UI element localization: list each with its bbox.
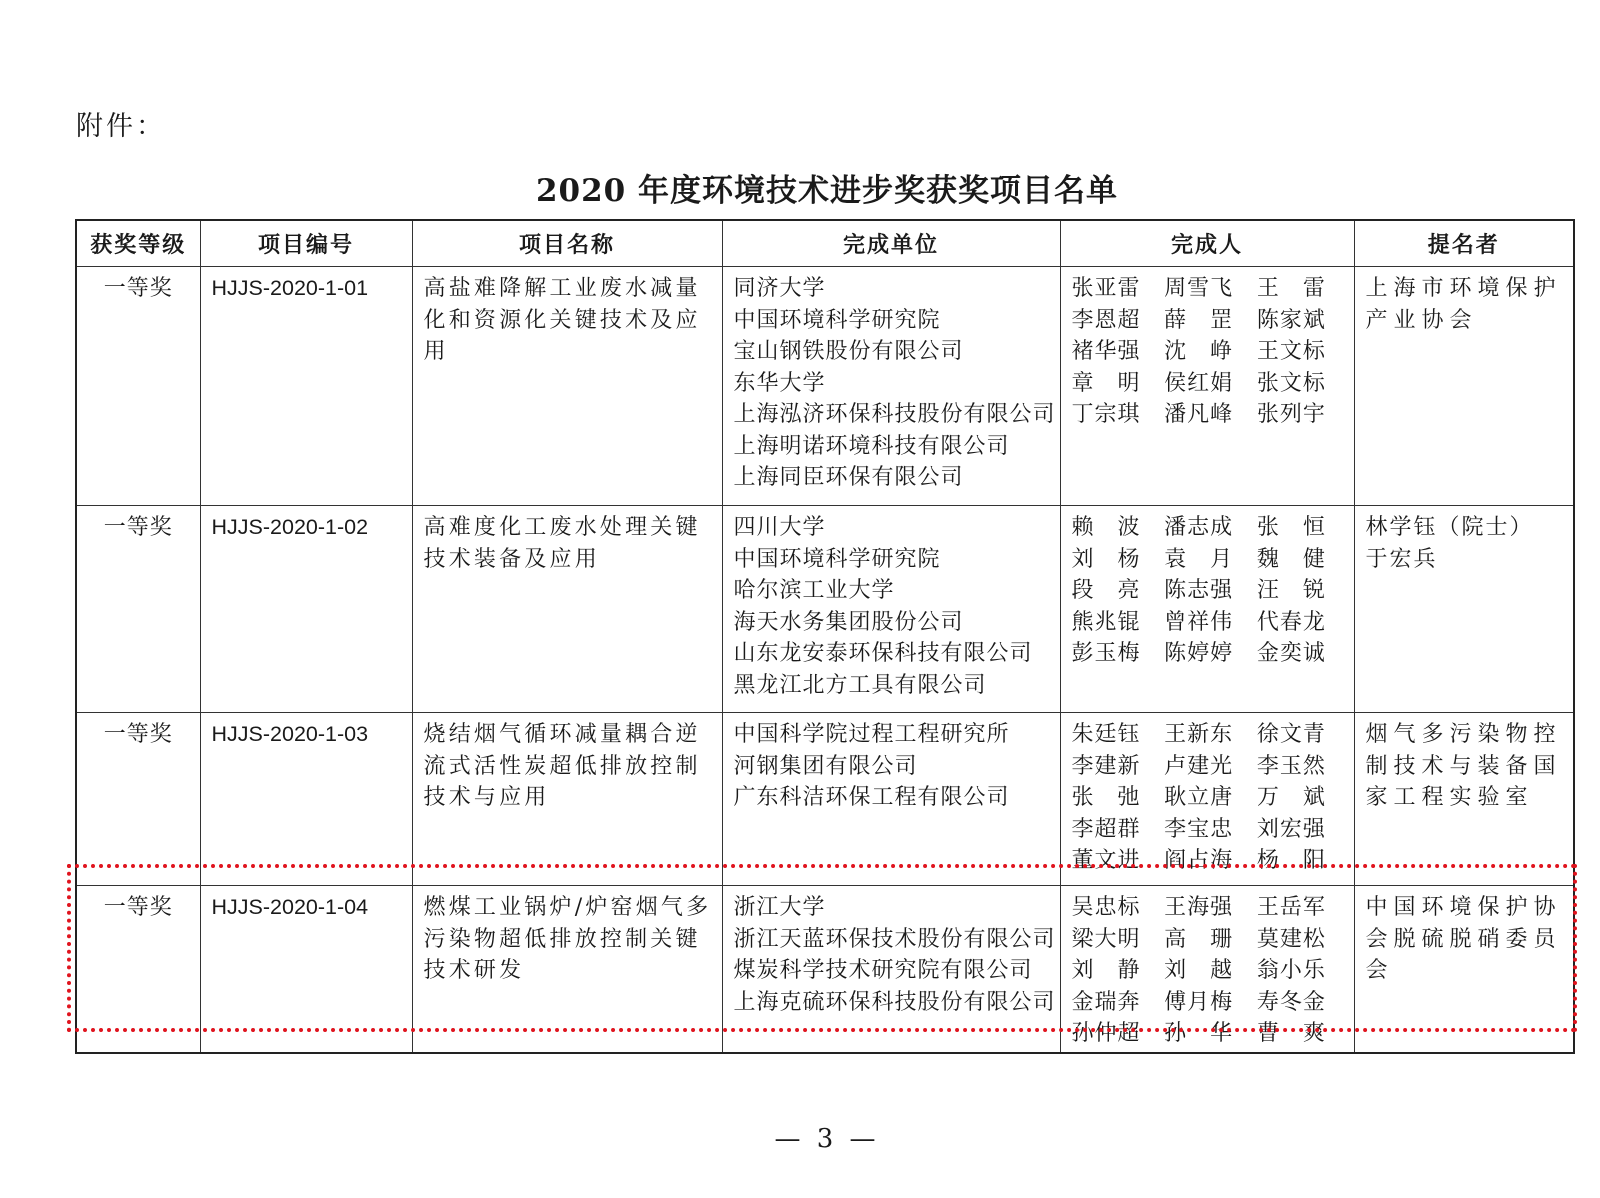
unit-line: 海天水务集团股份公司 [733, 609, 964, 635]
cell-persons [1060, 713, 1354, 886]
person-name: 金奕诚 [1256, 641, 1326, 666]
unit-line: 中国环境科学研究院 [733, 307, 941, 333]
cell-project-name: 烧结烟气循环减量耦合逆流式活性炭超低排放控制技术与应用 [412, 713, 722, 886]
person-name: 梁大明 [1071, 926, 1141, 952]
header-name: 项目名称 [412, 220, 722, 267]
unit-line: 中国科学院过程工程研究所 [733, 722, 1010, 747]
person-name: 曹 爽 [1256, 1021, 1326, 1046]
person-name: 朱廷钰 [1071, 722, 1141, 747]
header-persons: 完成人 [1060, 220, 1354, 267]
person-name: 陈家斌 [1256, 307, 1326, 333]
table-row [76, 886, 1574, 1054]
person-name: 曾祥伟 [1164, 609, 1234, 635]
unit-line: 浙江天蓝环保技术股份有限公司 [733, 926, 1056, 952]
unit-line: 浙江大学 [733, 895, 826, 920]
unit-line: 煤炭科学技术研究院有限公司 [733, 958, 1033, 983]
person-name: 袁 月 [1164, 546, 1234, 572]
attachment-label: 附件： [76, 111, 166, 142]
table-header-row [76, 220, 1574, 267]
person-name: 翁小乐 [1256, 958, 1326, 983]
person-line [1072, 719, 1350, 751]
table-row [76, 713, 1574, 886]
unit-line: 上海明诺环境科技有限公司 [733, 433, 1010, 459]
person-name: 薛 罡 [1164, 307, 1234, 333]
person-line [1072, 336, 1350, 368]
person-name: 寿冬金 [1256, 989, 1326, 1015]
person-name: 傅月梅 [1164, 989, 1234, 1015]
person-name: 董文进 [1071, 848, 1141, 873]
person-name: 李宝忠 [1164, 816, 1234, 842]
person-name: 丁宗琪 [1071, 402, 1141, 427]
document-title: 2020 年度环境技术进步奖获奖项目名单 [535, 173, 1119, 209]
person-line [1072, 368, 1350, 400]
person-name: 张 恒 [1256, 515, 1326, 540]
person-name: 李建新 [1071, 753, 1141, 779]
person-line [1072, 273, 1350, 305]
cell-level: 一等奖 [76, 267, 200, 506]
unit-line: 上海克硫环保科技股份有限公司 [733, 989, 1056, 1015]
unit-line: 黑龙江北方工具有限公司 [733, 672, 987, 698]
person-line [1072, 544, 1350, 576]
document-title-wrap [0, 165, 1600, 210]
person-name: 徐文青 [1256, 722, 1326, 747]
person-name: 卢建光 [1164, 753, 1234, 779]
person-line [1072, 607, 1350, 639]
person-line [1072, 845, 1350, 877]
cell-code: HJJS-2020-1-02 [200, 506, 412, 713]
cell-code: HJJS-2020-1-03 [200, 713, 412, 886]
unit-line: 上海泓济环保科技股份有限公司 [733, 402, 1056, 427]
unit-line: 哈尔滨工业大学 [733, 578, 895, 603]
person-name: 张文标 [1256, 370, 1326, 396]
person-name: 刘宏强 [1256, 816, 1326, 842]
unit-line: 山东龙安泰环保科技有限公司 [733, 641, 1033, 666]
person-name: 陈志强 [1164, 578, 1234, 603]
header-code: 项目编号 [200, 220, 412, 267]
person-line [1072, 575, 1350, 607]
unit-line: 上海同臣环保有限公司 [733, 465, 964, 490]
person-name: 代春龙 [1256, 609, 1326, 635]
person-name: 周雪飞 [1164, 276, 1234, 301]
cell-code: HJJS-2020-1-01 [200, 267, 412, 506]
person-name: 王岳军 [1256, 895, 1326, 920]
person-name: 孙 华 [1164, 1021, 1234, 1046]
person-name: 张亚雷 [1071, 276, 1141, 301]
person-name: 章 明 [1071, 370, 1141, 396]
person-line [1072, 924, 1350, 956]
cell-units [722, 506, 1060, 713]
cell-level: 一等奖 [76, 506, 200, 713]
unit-line: 河钢集团有限公司 [733, 753, 918, 779]
person-line [1072, 814, 1350, 846]
person-line [1072, 638, 1350, 670]
person-name: 潘凡峰 [1164, 402, 1234, 427]
person-name: 张列宇 [1256, 402, 1326, 427]
person-name: 杨 阳 [1256, 848, 1326, 873]
page-number-wrap [0, 1124, 1600, 1154]
person-line [1072, 512, 1350, 544]
person-name: 王 雷 [1256, 276, 1326, 301]
table-row [76, 506, 1574, 713]
award-table [75, 219, 1575, 1054]
cell-nominator: 林学钰（院士） 于宏兵 [1354, 506, 1574, 713]
person-name: 彭玉梅 [1071, 641, 1141, 666]
person-line [1072, 399, 1350, 431]
page-number: — 3 — [774, 1124, 880, 1154]
header-nominator: 提名者 [1354, 220, 1574, 267]
person-name: 陈婷婷 [1164, 641, 1234, 666]
unit-line: 东华大学 [733, 370, 826, 396]
person-line [1072, 987, 1350, 1019]
person-name: 王海强 [1164, 895, 1234, 920]
person-name: 褚华强 [1071, 339, 1141, 364]
person-name: 李恩超 [1071, 307, 1141, 333]
person-name: 金瑞奔 [1071, 989, 1141, 1015]
unit-line: 同济大学 [733, 276, 826, 301]
person-name: 李超群 [1071, 816, 1141, 842]
person-name: 阎占海 [1164, 848, 1234, 873]
cell-nominator: 中国环境保护协会脱硫脱硝委员会 [1354, 886, 1574, 1054]
person-name: 吴忠标 [1071, 895, 1141, 920]
person-name: 侯红娟 [1164, 370, 1234, 396]
person-line [1072, 782, 1350, 814]
person-line [1072, 305, 1350, 337]
cell-project-name: 高盐难降解工业废水减量化和资源化关键技术及应用 [412, 267, 722, 506]
person-name: 刘 静 [1071, 958, 1141, 983]
person-name: 李玉然 [1256, 753, 1326, 779]
cell-nominator: 烟气多污染物控制技术与装备国家工程实验室 [1354, 713, 1574, 886]
cell-persons [1060, 267, 1354, 506]
unit-line: 四川大学 [733, 515, 826, 540]
unit-line: 中国环境科学研究院 [733, 546, 941, 572]
header-level: 获奖等级 [76, 220, 200, 267]
table-row [76, 267, 1574, 506]
person-name: 莫建松 [1256, 926, 1326, 952]
header-units: 完成单位 [722, 220, 1060, 267]
unit-line: 广东科洁环保工程有限公司 [733, 785, 1010, 810]
person-name: 汪 锐 [1256, 578, 1326, 603]
person-name: 熊兆锟 [1071, 609, 1141, 635]
cell-code: HJJS-2020-1-04 [200, 886, 412, 1054]
person-name: 王新东 [1164, 722, 1234, 747]
cell-units [722, 267, 1060, 506]
person-name: 王文标 [1256, 339, 1326, 364]
person-name: 张 弛 [1071, 785, 1141, 810]
cell-level: 一等奖 [76, 886, 200, 1054]
person-line [1072, 955, 1350, 987]
cell-level: 一等奖 [76, 713, 200, 886]
person-line [1072, 892, 1350, 924]
person-name: 魏 健 [1256, 546, 1326, 572]
person-name: 耿立唐 [1164, 785, 1234, 810]
cell-nominator: 上海市环境保护产业协会 [1354, 267, 1574, 506]
cell-persons [1060, 886, 1354, 1054]
person-name: 万 斌 [1256, 785, 1326, 810]
person-line [1072, 1018, 1350, 1050]
person-name: 高 珊 [1164, 926, 1234, 952]
person-name: 刘 杨 [1071, 546, 1141, 572]
cell-units [722, 886, 1060, 1054]
cell-project-name: 高难度化工废水处理关键技术装备及应用 [412, 506, 722, 713]
unit-line: 宝山钢铁股份有限公司 [733, 339, 964, 364]
person-name: 潘志成 [1164, 515, 1234, 540]
person-name: 赖 波 [1071, 515, 1141, 540]
person-name: 孙仲超 [1071, 1021, 1141, 1046]
cell-project-name: 燃煤工业锅炉/炉窑烟气多污染物超低排放控制关键技术研发 [412, 886, 722, 1054]
cell-persons [1060, 506, 1354, 713]
person-line [1072, 751, 1350, 783]
person-name: 段 亮 [1071, 578, 1141, 603]
cell-units [722, 713, 1060, 886]
person-name: 沈 峥 [1164, 339, 1234, 364]
person-name: 刘 越 [1164, 958, 1234, 983]
